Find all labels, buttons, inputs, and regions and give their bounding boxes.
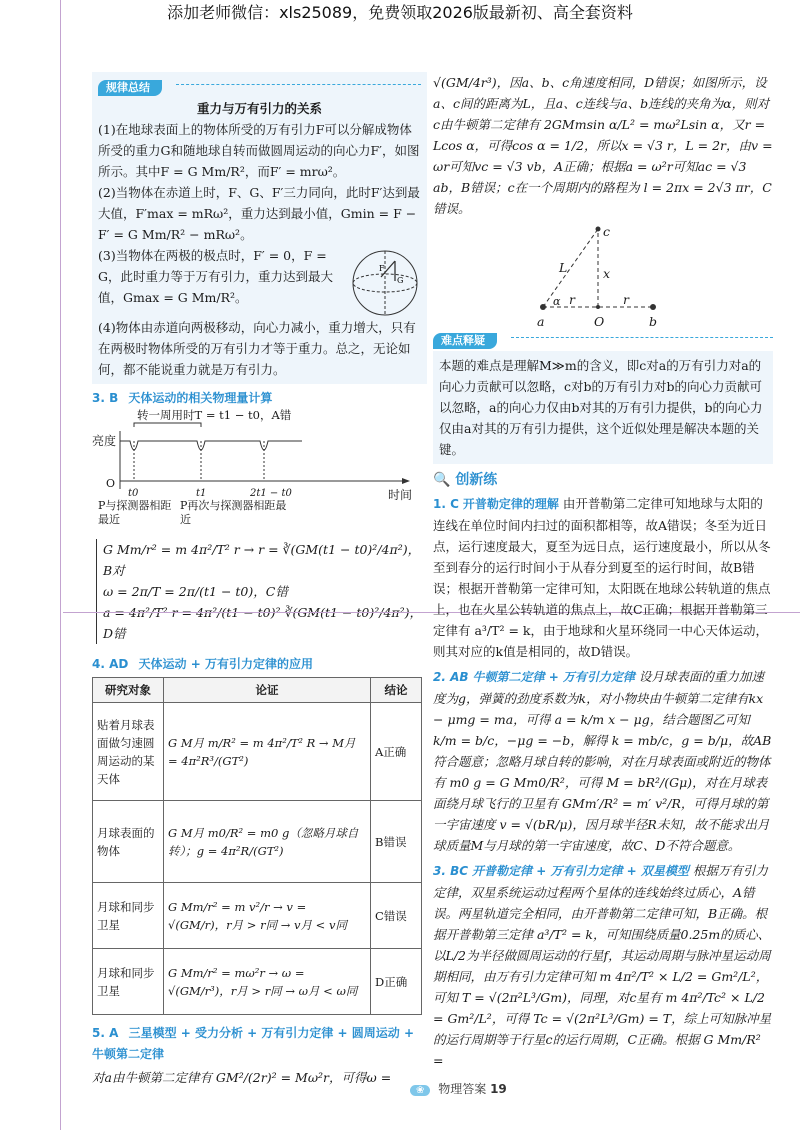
table-cell: C错误 [371,883,422,949]
table-row [93,801,422,883]
q2-text: 设月球表面的重力加速度为g，弹簧的劲度系数为k，对小物块由牛顿第二定律有kx − μmg = ma，可得 a = k/m x − μg，结合题图乙可知 k/m = b/c，−μg = −b，解得 k = mb/c，g = b/μ，故AB符合题意；忽略月球自转的影响，对在月球表面或附近的物体有 m0 g = G Mm0/R²，可得 M = bR²/(Gμ)，对在月球表面绕月球飞行的卫星有 GMm′/R² = m′ v²/R，可得月球的第一宇宙速度 v = √(bR/μ)，因月球半径R未知，故不能求出月球质量M与月球的第一宇宙速度，故C、D不符合题意。 [433,669,772,853]
q5-text: 对a由牛顿第二定律有 GM²/(2r)² = Mω²r，可得ω = [92,1070,392,1085]
fig-label-c: c [603,224,611,239]
tag-divider [511,337,773,338]
svg-text:F: F [379,264,385,273]
q3-equations [96,539,427,644]
box-line-4: (4)物体由赤道向两极移动，向心力减小，重力增大，只有在两极时物体所受的万有引力才等于重力。总之，无论如何，都不能说重力就是万有引力。 [98,320,416,377]
fig-label-x: x [603,266,611,281]
q3-right-block [433,860,773,1071]
tick-t1: t1 [196,488,207,499]
box-line-3: (3)当物体在两极的极点时，F′ = 0，F = G，此时重力等于万有引力，重力达到最大值，Gmax = G Mm/R²。 [98,248,333,305]
q1-topic: 开普勒定律的理解 [462,497,559,511]
q1-number: 1. C [433,497,459,511]
rule-summary-tag-bar [98,76,421,94]
table-header-row [93,678,422,703]
q1-block [433,493,773,662]
section-title [433,470,773,491]
q4-table [92,677,422,1015]
svg-text:G: G [397,276,404,285]
table-cell: 贴着月球表面做匀速圆周运动的某天体 [93,703,164,801]
rule-summary-box [92,72,427,384]
fig-label-L: L [559,260,568,275]
graph-origin: O [106,477,116,490]
q3-eq-2: ω = 2π/T = 2π/(t1 − t0)，C错 [103,584,288,599]
q3-eq-3: a = 4π²/T² r = 4π²/(t1 − t0)² ∛(GM(t1 − t0)²/4π²)，D错 [103,605,423,641]
q5-header [92,1023,427,1065]
graph-note-right: P再次与探测器相距最近 [180,499,287,526]
box-line-2: (2)当物体在赤道上时，F、G、F′三力同向，此时F′达到最大值，F′max = mRω²，重力达到最小值，Gmin = F − F′ = G Mm/R² − mRω²。 [98,185,420,242]
difficulty-box [433,351,773,464]
table-cell: G M月 m0/R² = m0 g（忽略月球自转）；g = 4π²R/(GT²) [164,801,371,883]
fig-label-alpha: α [553,295,561,308]
table-row [93,703,422,801]
th-argument: 论证 [164,678,371,703]
table-cell: A正确 [371,703,422,801]
graph-y-label: 亮度 [92,434,117,448]
triangle-figure [433,219,773,329]
difficulty-tag-bar [433,329,773,347]
q4-number: 4. AD [92,657,129,671]
q3r-number: 3. BC [433,864,469,878]
fig-label-a: a [537,314,545,329]
table-cell: 月球和同步卫星 [93,883,164,949]
q3r-topic: 开普勒定律 + 万有引力定律 + 双星模型 [472,864,689,878]
tag-divider [176,84,421,85]
q2-topic: 牛顿第二定律 + 万有引力定律 [472,670,635,684]
promo-banner: 添加老师微信：xls25089，免费领取2026版最新初、高全套资料 [167,3,633,22]
table-cell: B错误 [371,801,422,883]
q1-text: 由开普勒第二定律可知地球与太阳的连线在单位时间内扫过的面积都相等，故A错误；冬至为近日点，运行速度最大，夏至为远日点，运行速度最小，所以从冬至到春分的运行时间小于从春分到夏至的运行时间，故B错误；根据开普勒第一定律可知，太阳既在地球公转轨道的焦点上，也在火星公转轨道的焦点上，故C正确；根据开普勒第三定律有 a³/T² = k，由于地球和火星环绕同一中心天体运动，则其对应的k值是相同的，故D错误。 [433,496,771,659]
table-cell: D正确 [371,949,422,1015]
earth-sphere-diagram [349,245,421,317]
fig-label-O: O [594,314,605,329]
magnifier-icon: 🔍 [433,472,451,488]
table-cell: G Mm/r² = mω²r → ω = √(GM/r³)，r月 > r同 → ω月 < ω同 [164,949,371,1015]
footer-brand: 物理答案 [438,1082,487,1096]
table-row [93,883,422,949]
graph-note-left: P与探测器相距最近 [98,499,172,526]
page-footer [410,1080,507,1097]
q2-block [433,666,773,856]
q3-number: 3. B [92,391,119,405]
difficulty-tag: 难点释疑 [433,333,497,349]
fig-label-r2: r [623,292,629,307]
table-row [93,949,422,1015]
q5-topic: 三星模型 + 受力分析 + 万有引力定律 + 圆周运动 + 牛顿第二定律 [92,1026,415,1061]
left-column [92,72,427,1088]
q4-topic: 天体运动 + 万有引力定律的应用 [138,657,313,671]
q5-continuation: √(GM/4r³)，因a、b、c角速度相同，D错误；如图所示，设a、c间的距离为L，且a、c连线与a、b连线的夹角为α，则对c由牛顿第二定律有 2GMmsin α/L² = mω²Lsin α，又r = Lcos α，可得cos α = 1/2，所以x = √3 r，L = 2r，由v = ωr可知vc = √3 vb，A正确；根据a = ω²r可知ac = √3 ab，B错误；c在一个周期内的路程为 l = 2πx = 2√3 πr，C错误。 [433,75,773,216]
right-column [433,72,773,1071]
graph-top-label: 转一周用时T = t1 − t0，A错 [137,408,292,422]
brand-logo-icon: ❀ [410,1085,430,1096]
box-title: 重力与万有引力的关系 [196,101,322,116]
fig-label-b: b [649,314,658,329]
section-title-text: 创新练 [455,472,498,488]
q3-eq-1: G Mm/r² = m 4π²/T² r → r = ∛(GM(t1 − t0)²/4π²)，B对 [103,542,421,578]
tick-t0: t0 [128,488,139,499]
graph-x-label: 时间 [388,488,413,502]
tick-2t1-t0: 2t1 − t0 [250,488,292,499]
table-cell: G Mm/r² = m v²/r → v = √(GM/r)，r月 > r同 → v月 < v同 [164,883,371,949]
table-cell: 月球表面的物体 [93,801,164,883]
box-line-1: (1)在地球表面上的物体所受的万有引力F可以分解成物体所受的重力G和随地球自转而做圆周运动的向心力F′，如图所示。其中F = G Mm/R²，而F′ = mrω²。 [98,122,420,179]
q5-number: 5. A [92,1026,119,1040]
difficulty-text: 本题的难点是理解M≫m的含义，即c对a的万有引力对a的向心力贡献可以忽略，c对b的万有引力对b的向心力贡献可以忽略，a的向心力仅由b对其的万有引力提供，b的向心力仅由a对其的万有引力提供，这个近似处理是解决本题的关键。 [439,358,763,457]
q3-topic: 天体运动的相关物理量计算 [128,391,273,405]
table-cell: 月球和同步卫星 [93,949,164,1015]
q2-number: 2. AB [433,670,469,684]
th-conclusion: 结论 [371,678,422,703]
th-object: 研究对象 [93,678,164,703]
q3r-text: 根据万有引力定律，双星系统运动过程两个星体的连线始终过质心，A错误。两星轨道完全相同，由开普勒第二定律可知，B正确。根据开普勒第三定律 a³/T² = k，可知围绕质量0.25m的质心、以L/2为半径做圆周运动的行星f，其运动周期与脉冲星运动周期相同，由万有引力定律可知 m 4π²/T² × L/2 = Gm²/L²，可知 T = √(2π²L³/Gm)，同理，对c星有 m 4π²/Tc² × L/2 = Gm²/L²，可得 Tc = √(2π²L³/Gm) = T，综上可知脉冲星的运行周期等于行星c的运行周期，C正确。根据 G Mm/R² = [433,863,772,1068]
brightness-graph [92,408,427,526]
page-number: 19 [490,1082,507,1096]
fig-label-r1: r [569,292,575,307]
q4-header [92,654,427,675]
table-cell: G M月 m/R² = m 4π²/T² R → M月 = 4π²R³/(GT²) [164,703,371,801]
page-margin-line [60,0,61,1130]
rule-summary-tag: 规律总结 [98,80,162,96]
